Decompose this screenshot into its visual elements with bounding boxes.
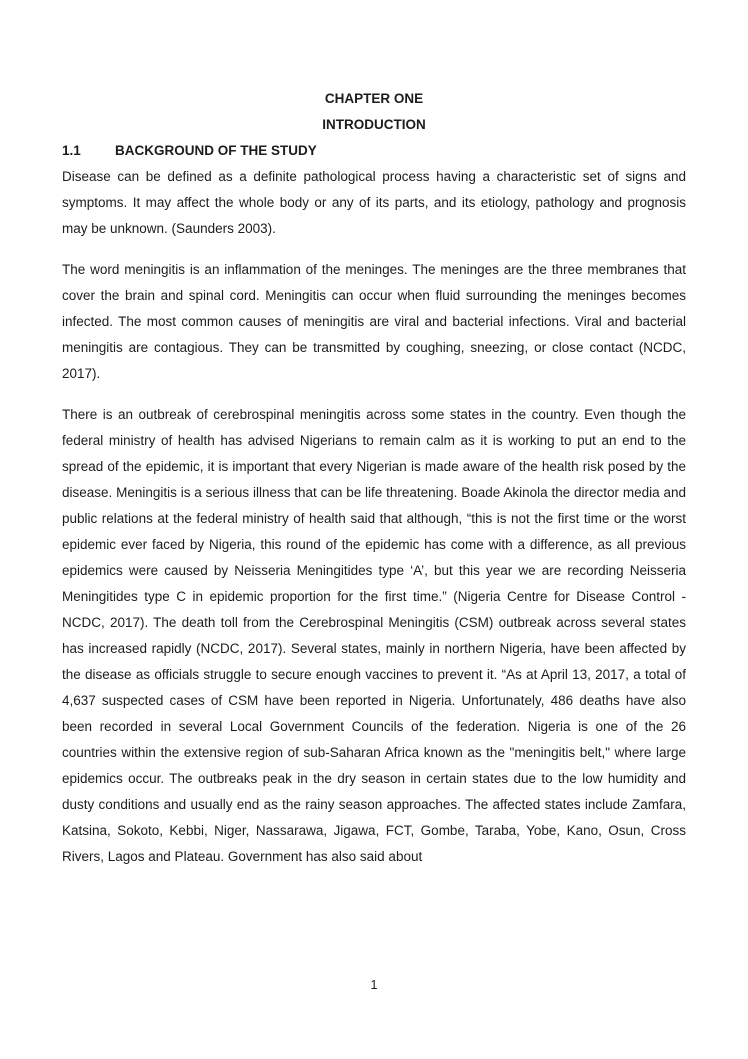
section-number: 1.1 bbox=[62, 143, 81, 158]
chapter-title: CHAPTER ONE bbox=[324, 91, 424, 106]
introduction-title: INTRODUCTION bbox=[322, 117, 426, 132]
paragraph-disease-definition: Disease can be defined as a definite pathological process having a characteristic set of signs and symptoms. It may affect the whole body or any of its parts, and its etiology, pathology and prognosis may be unknown. (Saunders 2003). bbox=[62, 169, 686, 236]
section-title: BACKGROUND OF THE STUDY bbox=[115, 143, 317, 158]
page-number: 1 bbox=[370, 978, 378, 992]
paragraph-outbreak-details: There is an outbreak of cerebrospinal meningitis across some states in the country. Even though the federal ministry of health has advised Nigerians to remain calm as it is working to put an end to the spread of the epidemic, it is important that every Nigerian is made aware of the health risk posed by the disease. Meningitis is a serious illness that can be life threatening. Boade Akinola the director media and public relations at the federal ministry of health said that although, “this is not the first time or the worst epidemic ever faced by Nigeria, this round of the epidemic has come with a difference, as all previous epidemics were caused by Neisseria Meningitides type ‘A’, but this year we are recording Neisseria Meningitides type C in epidemic proportion for the first time.” (Nigeria Centre for Disease Control - NCDC, 2017). The death toll from the Cerebrospinal Meningitis (CSM) outbreak across several states has increased rapidly (NCDC, 2017). Several states, mainly in northern Nigeria, have been affected by the disease as officials struggle to secure enough vaccines to prevent it. “As at April 13, 2017, a total of 4,637 suspected cases of CSM have been reported in Nigeria. Unfortunately, 486 deaths have also been recorded in several Local Government Councils of the federation. Nigeria is one of the 26 countries within the extensive region of sub-Saharan Africa known as the "meningitis belt," where large epidemics occur. The outbreaks peak in the dry season in certain states due to the low humidity and dusty conditions and usually end as the rainy season approaches. The affected states include Zamfara, Katsina, Sokoto, Kebbi, Niger, Nassarawa, Jigawa, FCT, Gombe, Taraba, Yobe, Kano, Osun, Cross Rivers, Lagos and Plateau. Government has also said about bbox=[62, 407, 686, 864]
paragraph-meningitis-definition: The word meningitis is an inflammation of the meninges. The meninges are the three membranes that cover the brain and spinal cord. Meningitis can occur when fluid surrounding the meninges becomes infected. The most common causes of meningitis are viral and bacterial infections. Viral and bacterial meningitis are contagious. They can be transmitted by coughing, sneezing, or close contact (NCDC, 2017). bbox=[62, 262, 686, 381]
section-heading bbox=[62, 138, 686, 164]
page-content bbox=[62, 86, 686, 870]
